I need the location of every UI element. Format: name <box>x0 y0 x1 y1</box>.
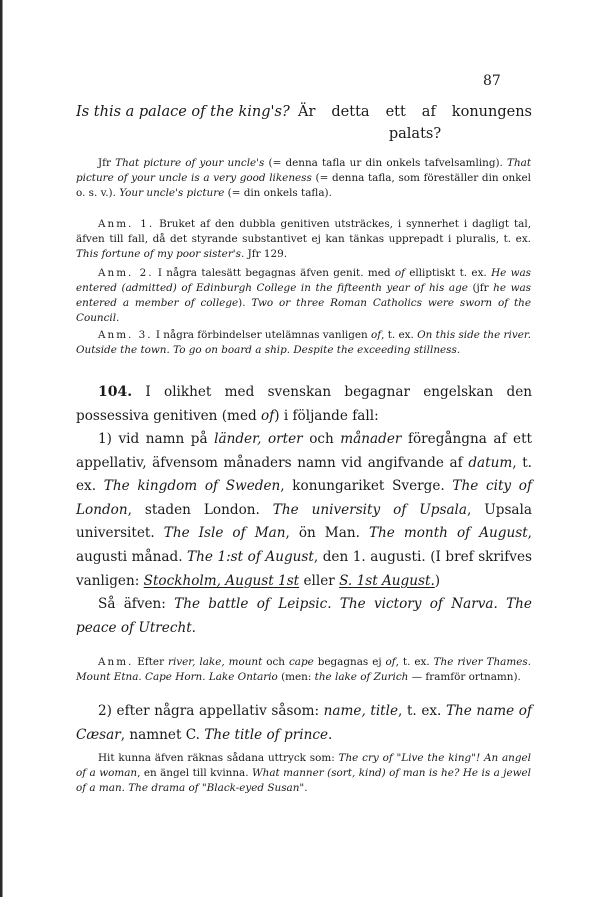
case-1-continued: Så äfven: The battle of Leipsic. The victory of Narva. The peace of Utrecht. <box>76 596 532 636</box>
remark-2: Anm. 2. I några talesätt begagnas äfven genit. med of elliptiskt t. ex. He was entered (admitted) of Edinburgh College in the fifteenth year of his age (jfr he was entered a member of college). Two or three Roman Catholics were sworn of the Council. <box>76 267 532 324</box>
remark-1: Anm. 1. Bruket af den dubbla genitiven utsträckes, i synnerhet i dagligt tal, äfven till fall, då det styrande substantivet ej kan tänkas upprepadt i pluralis, t. ex. This fortune of my poor sister's. Jfr 129. <box>76 218 531 260</box>
section-104: 104. I olikhet med svenskan begagnar engelskan den possessiva genitiven (med of) i följande fall: <box>76 384 532 424</box>
case-2: 2) efter några appellativ såsom: name, title, t. ex. The name of Cæsar, namnet C. The title of prince. <box>76 703 532 743</box>
example-english: Is this a palace of the king's? <box>76 104 290 120</box>
section-number: 104. <box>98 384 133 400</box>
page-number: 87 <box>483 73 501 89</box>
closing-paragraph: Hit kunna äfven räknas sådana uttryck som: The cry of "Live the king"! An angel of a woman, en ängel till kvinna. What manner (sort, kind) of man is he? He is a jewel of a man. The drama of "Black-eyed Susan". <box>76 752 531 794</box>
example-swedish: Är detta ett af konungens palats? <box>298 104 532 142</box>
remark-3: Anm. 3. I några förbindelser utelämnas vanligen of, t. ex. On this side the river. Outside the town. To go on board a ship. Despite the exceeding stillness. <box>76 329 531 356</box>
paragraph-compare: Jfr That picture of your uncle's (= denna tafla ur din onkels tafvelsamling). That picture of your uncle is a very good likeness (= denna tafla, som föreställer din onkel o. s. v.). Your uncle's picture (= din onkels tafla). <box>76 157 532 199</box>
page-edge-shadow <box>0 0 8 897</box>
remark-4: Anm. Efter river, lake, mount och cape begagnas ej of, t. ex. The river Thames. Mount Etna. Cape Horn. Lake Ontario (men: the lake of Zurich — framför ortnamn). <box>76 656 531 683</box>
case-1: 1) vid namn på länder, orter och månader föregångna af ett appellativ, äfvensom månaders namn vid angifvande af datum, t. ex. The kingdom of Sweden, konungariket Sverge. The city of London, staden London. The university of Upsala, Upsala universitet. The Isle of Man, ön Man. The month of August, augusti månad. The 1:st of August, den 1. augusti. (I bref skrifves vanligen: Stockholm, August 1st eller S. 1st August.) <box>76 431 533 589</box>
